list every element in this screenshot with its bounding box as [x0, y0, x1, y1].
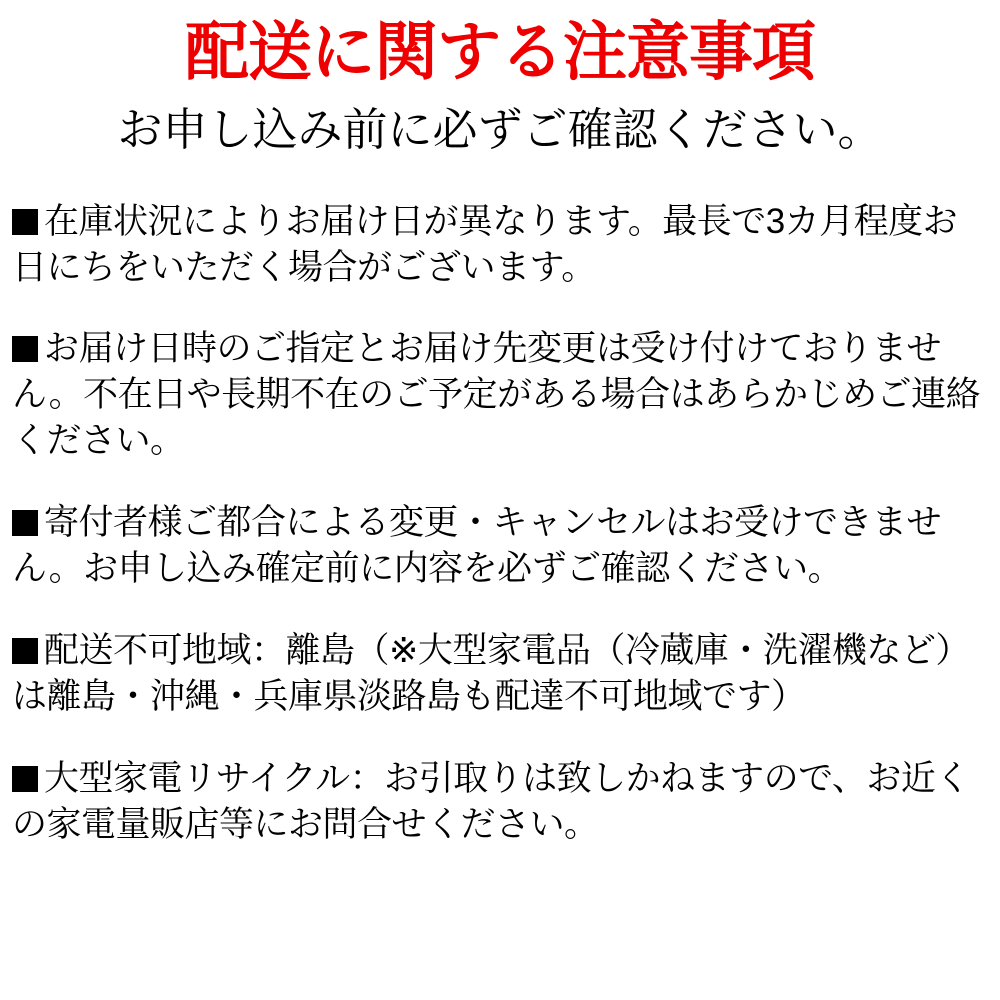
square-bullet-icon: [12, 638, 38, 664]
list-item-text: 在庫状況によりお届け日が異なります。最長で3カ月程度お日にちをいただく場合がございます。: [12, 201, 958, 287]
list-item-text: お届け日時のご指定とお届け先変更は受け付けておりません。不在日や長期不在のご予定がある場合はあらかじめご連絡ください。: [12, 328, 981, 461]
square-bullet-icon: [12, 209, 38, 235]
list-item: [12, 756, 988, 848]
square-bullet-icon: [12, 336, 38, 362]
page-subtitle: お申し込み前に必ずご確認ください。: [117, 104, 883, 156]
square-bullet-icon: [12, 766, 38, 792]
list-item: [12, 326, 988, 465]
page-title: 配送に関する注意事項: [185, 16, 815, 88]
list-item-text: 配送不可地域：離島（※大型家電品（冷蔵庫・洗濯機など）は離島・沖縄・兵庫県淡路島も配達不可地域です）: [12, 630, 970, 717]
list-item-text: 大型家電リサイクル：お引取りは致しかねますので、お近くの家電量販店等にお問合せください。: [12, 759, 970, 845]
list-item: [12, 199, 988, 291]
list-item-text: 寄付者様ご都合による変更・キャンセルはお受けできません。お申し込み確定前に内容を必ずご確認ください。: [12, 502, 942, 588]
square-bullet-icon: [12, 510, 38, 536]
list-item: [12, 500, 988, 592]
notice-list: [12, 199, 988, 849]
list-item: [12, 628, 988, 720]
